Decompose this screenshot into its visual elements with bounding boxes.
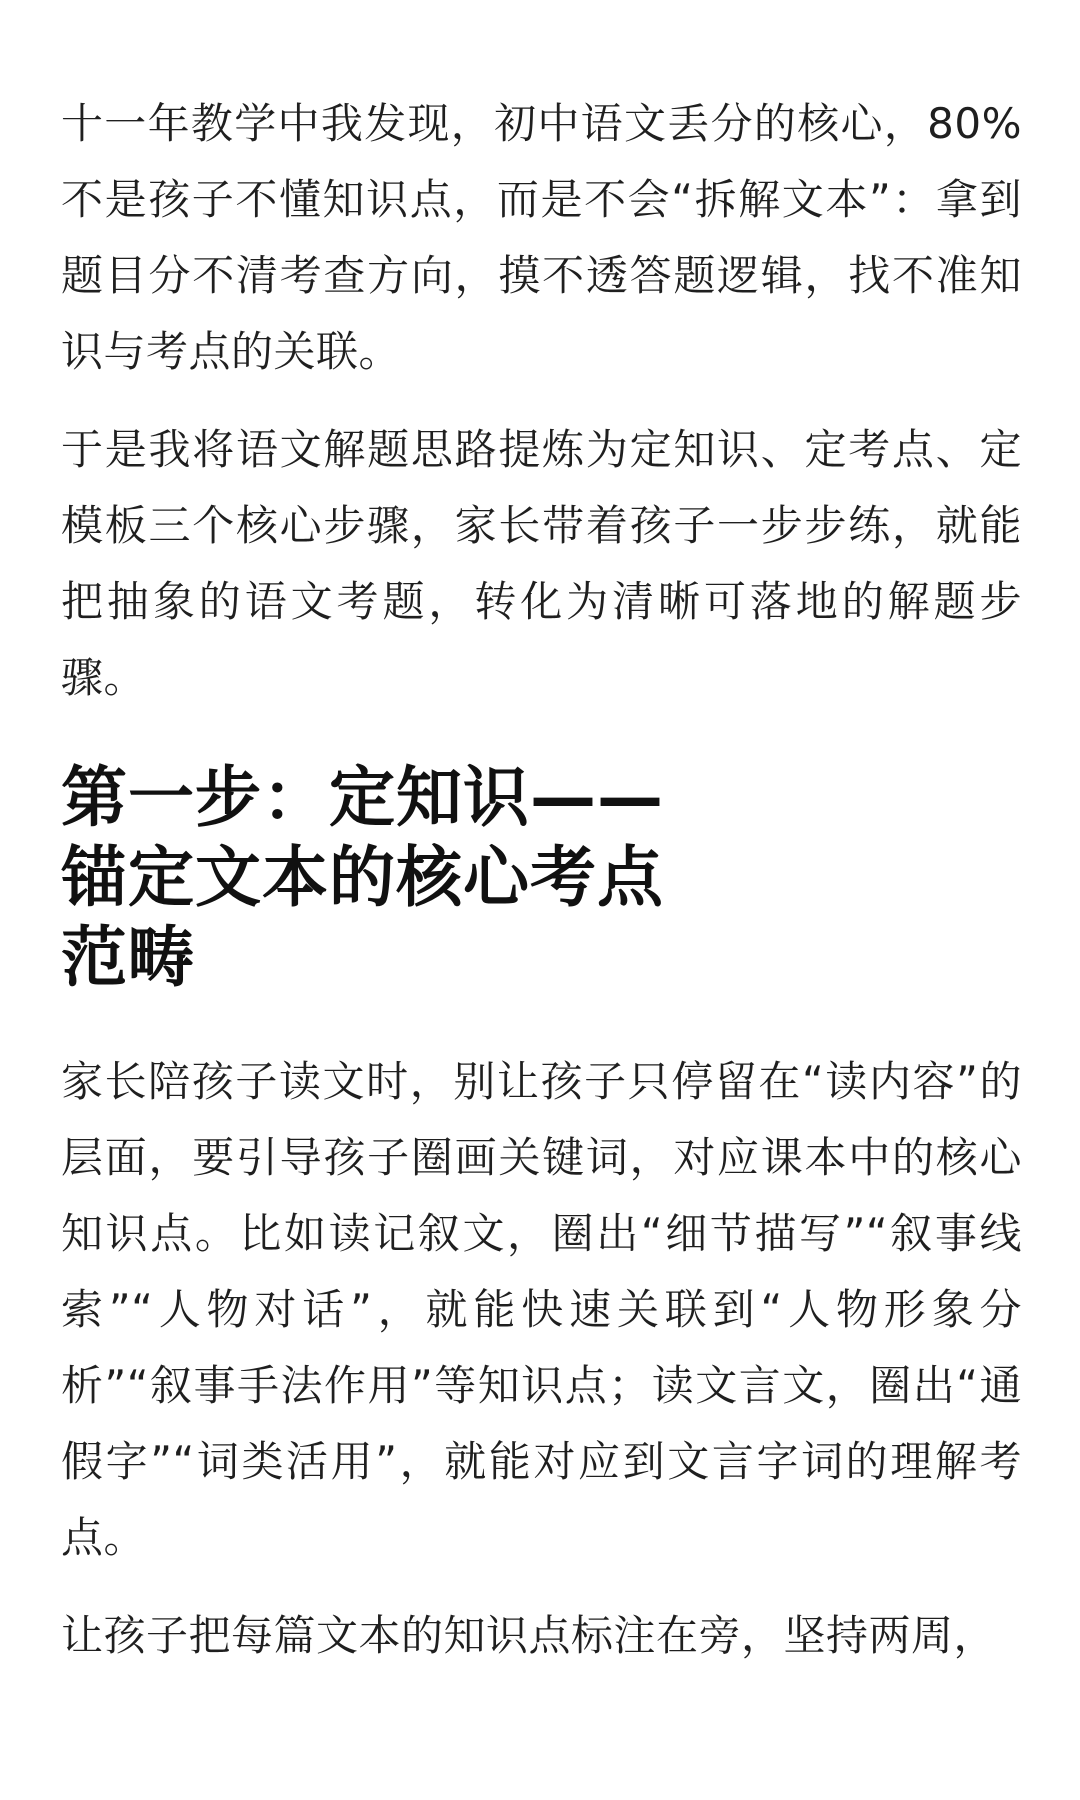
section-heading bbox=[61, 758, 1022, 998]
section-paragraph-1: 家长陪孩子读文时，别让孩子只停留在“读内容”的层面，要引导孩子圈画关键词，对应课本中的核心知识点。比如读记叙文，圈出“细节描写”“叙事线索”“人物对话”，就能快速关联到“人物形象分析”“叙事手法作用”等知识点；读文言文，圈出“通假字”“词类活用”，就能对应到文言字词的理解考点。 bbox=[61, 1057, 1022, 1562]
intro-paragraph-1: 十一年教学中我发现，初中语文丢分的核心，80%不是孩子不懂知识点，而是不会“拆解文本”：拿到题目分不清考查方向，摸不透答题逻辑，找不准知识与考点的关联。 bbox=[61, 99, 1022, 376]
section-heading-line-2: 锚定文本的核心考点 bbox=[61, 839, 664, 916]
intro-paragraph-2: 于是我将语文解题思路提炼为定知识、定考点、定模板三个核心步骤，家长带着孩子一步步练，就能把抽象的语文考题，转化为清晰可落地的解题步骤。 bbox=[61, 425, 1022, 702]
section-heading-line-3: 范畴 bbox=[61, 919, 195, 996]
section-heading-line-1: 第一步：定知识—— bbox=[61, 759, 664, 836]
section-paragraph-2: 让孩子把每篇文本的知识点标注在旁，坚持两周， bbox=[61, 1611, 997, 1660]
